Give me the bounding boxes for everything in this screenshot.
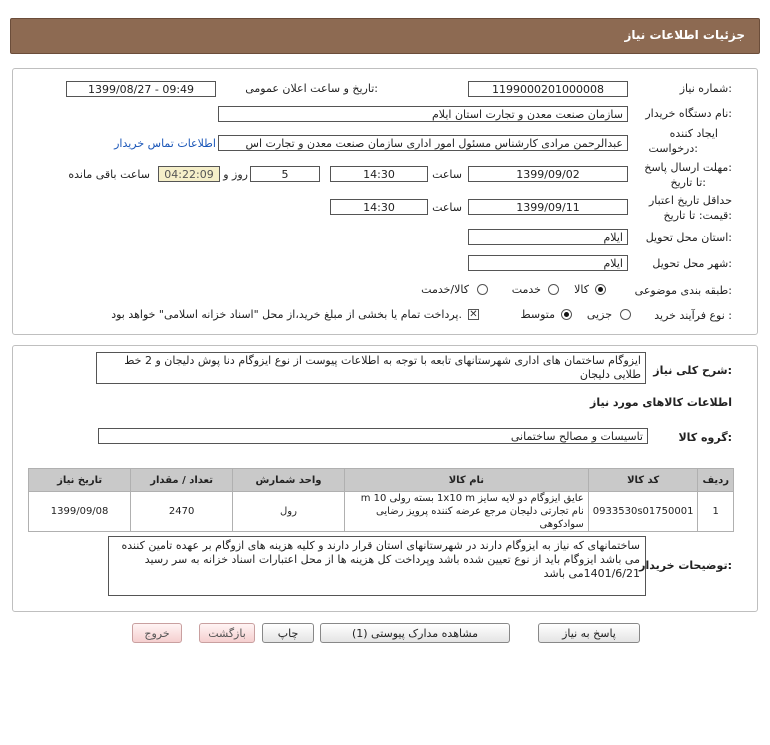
process-radio-medium[interactable] [561,309,572,320]
cell-name: عایق ایزوگام دو لایه سایز 1x10 m بسته رولی 10 m نام تجارتی دلیجان مرجع عرضه کننده پرویز رضایی سوادکوهی [344,492,588,532]
validity-date-field: 1399/09/11 [468,199,628,215]
col-unit: واحد شمارش [233,469,345,492]
process-medium-label: متوسط [520,308,555,321]
days-label: روز و [223,168,248,181]
col-qty: تعداد / مقدار [131,469,233,492]
category-radio-service[interactable] [548,284,559,295]
days-remaining-field: 5 [250,166,320,182]
validity-label-1: حداقل تاریخ اعتبار [648,194,732,207]
buyer-notes-label: توضیحات خریدار: [639,559,732,572]
deadline-time-field: 14:30 [330,166,428,182]
buyer-notes-field: ساختمانهای که نیاز به ایزوگام دارند در شهرستانهای استان قرار دارند و کلیه هزینه های ازوگام بر عهده تامین کننده می باشد ایزوگام باید از نوع تعیین شده باشد وپرداخت کل هزینه ها از محل اعتبارات اسناد خزانه به سر رسید 1401/6/21می باشد [108,536,646,596]
remaining-time-label: ساعت باقی مانده [68,168,150,181]
reply-button[interactable]: پاسخ به نیاز [538,623,640,643]
col-name: نام کالا [344,469,588,492]
table-row [29,492,734,532]
page-header [10,18,760,54]
announce-date-label: تاریخ و ساعت اعلان عمومی: [245,82,378,95]
province-label: استان محل تحویل: [645,231,732,244]
city-field: ایلام [468,255,628,271]
buyer-org-field: سازمان صنعت معدن و تجارت استان ایلام [218,106,628,122]
province-field: ایلام [468,229,628,245]
view-attachments-button[interactable]: مشاهده مدارک پیوستی (1) [320,623,510,643]
validity-time-label: ساعت [432,201,462,214]
goods-group-field: تاسیسات و مصالح ساختمانی [98,428,648,444]
cell-unit: رول [233,492,345,532]
treasury-payment-checkbox[interactable]: ✕ [469,309,478,320]
category-label: طبقه بندی موضوعی: [634,284,732,297]
cell-code: 0933530s01750001 [588,492,698,532]
need-number-field: 1199000201000008 [468,81,628,97]
table-header-row [29,469,734,492]
deadline-label-2: تا تاریخ: [670,176,706,189]
goods-table [28,468,734,532]
process-minor-label: جزیی [586,308,612,321]
process-radio-minor[interactable] [620,309,631,320]
col-date: تاریخ نیاز [29,469,131,492]
process-type-label: نوع فرآیند خرید : [654,309,732,322]
description-field: ایزوگام ساختمان های اداری شهرستانهای تابعه با توجه به اطلاعات پیوست از نوع ایزوگام دنا پوش دلیجان و 2 خط طلایی دلیجان [96,352,646,384]
cell-date: 1399/09/08 [29,492,131,532]
validity-label-2: قیمت: تا تاریخ: [663,209,732,222]
creator-field: عبدالرحمن مرادی کارشناس مسئول امور اداری سازمان صنعت معدن و تجارت اس [218,135,628,151]
validity-time-field: 14:30 [330,199,428,215]
page-title: جزئیات اطلاعات نیاز [624,28,745,42]
city-label: شهر محل تحویل: [652,257,732,270]
category-radio-goods-service[interactable] [477,284,488,295]
buyer-org-label: نام دستگاه خریدار: [645,107,732,120]
category-radio-goods[interactable] [595,284,606,295]
buyer-contact-link[interactable]: اطلاعات تماس خریدار [114,137,216,150]
treasury-payment-note: پرداخت تمام یا بخشی از مبلغ خرید،از محل "اسناد خزانه اسلامی" خواهد بود. [111,308,462,321]
creator-label-2: درخواست: [648,142,698,155]
deadline-time-label: ساعت [432,168,462,181]
back-button[interactable]: بازگشت [199,623,255,643]
announce-date-field: 1399/08/27 - 09:49 [66,81,216,97]
need-number-label: شماره نیاز: [679,82,732,95]
cell-row: 1 [698,492,734,532]
deadline-date-field: 1399/09/02 [468,166,628,182]
category-goods-label: کالا [574,283,589,296]
category-goods-service-label: کالا/خدمت [421,283,469,296]
col-row: ردیف [698,469,734,492]
category-service-label: خدمت [511,283,541,296]
remaining-time-field: 04:22:09 [158,166,220,182]
cell-qty: 2470 [131,492,233,532]
description-label: شرح کلی نیاز: [653,364,732,377]
print-button[interactable]: چاپ [262,623,314,643]
goods-section-title: اطلاعات کالاهای مورد نیاز [590,396,732,409]
creator-label-1: ایجاد کننده [669,127,718,140]
deadline-label-1: مهلت ارسال پاسخ: [644,161,732,174]
goods-group-label: گروه کالا: [678,431,732,444]
exit-button[interactable]: خروج [132,623,182,643]
col-code: کد کالا [588,469,698,492]
